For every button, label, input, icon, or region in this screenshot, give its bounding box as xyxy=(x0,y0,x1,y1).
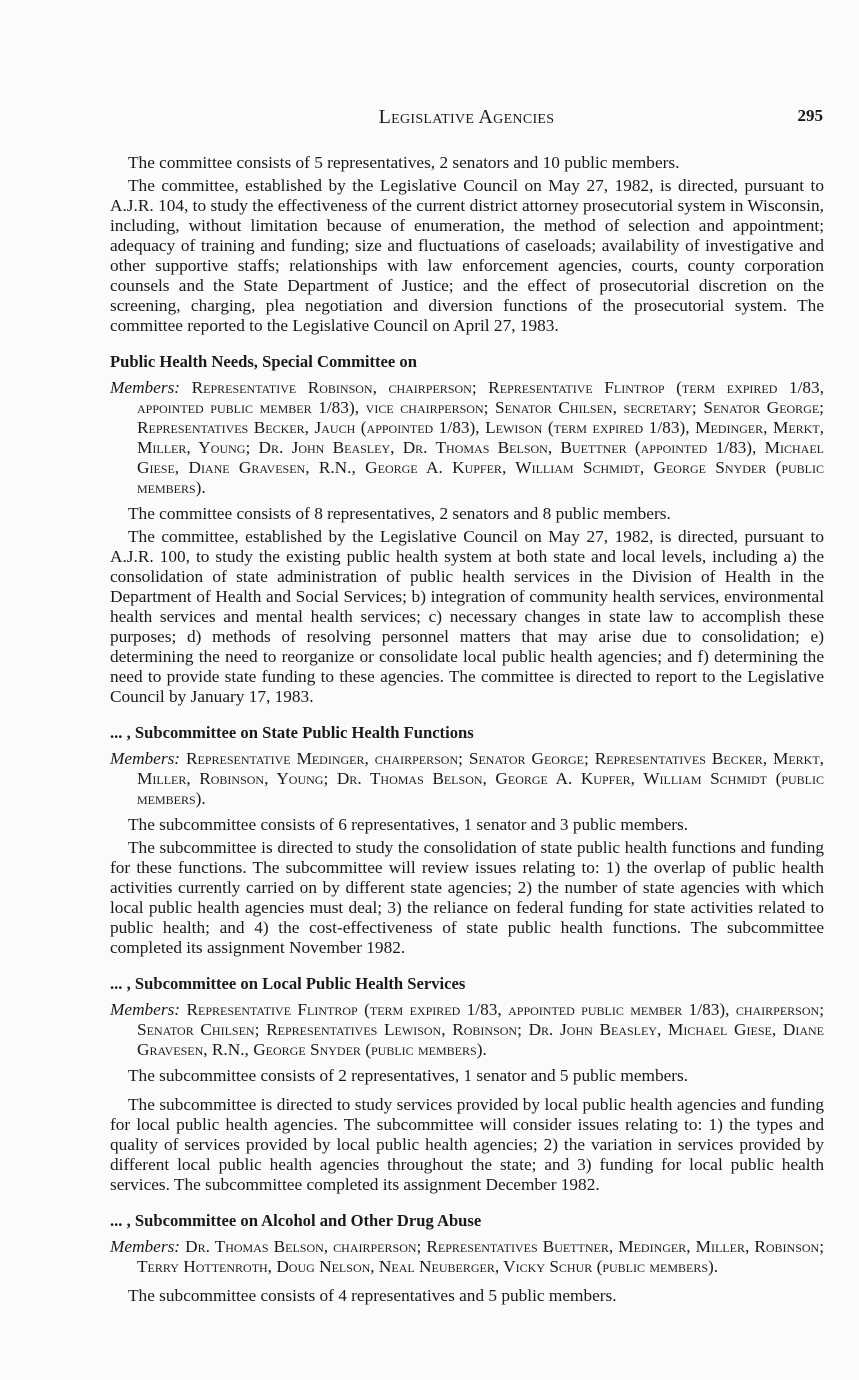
page-number: 295 xyxy=(797,106,823,125)
members-names: Representative Robinson, chairperson; Representative Flintrop (term expired 1/83, appointed public member 1/83), vice chairperson; Senator Chilsen, secretary; Senator George; Representatives Becker, Jauch (appointed 1/83), Lewison (term expired 1/83), Medinger, Merkt, Miller, Young; Dr. John Beasley, Dr. Thomas Belson, Buettner (appointed 1/83), Michael Giese, Diane Gravesen, R.N., George A. Kupfer, William Schmidt, George Snyder (public members). xyxy=(137,378,825,497)
composition: The subcommittee consists of 4 representatives and 5 public members. xyxy=(128,1286,617,1305)
members-list xyxy=(110,1000,824,1060)
composition: The subcommittee consists of 6 representatives, 1 senator and 3 public members. xyxy=(128,815,689,834)
running-header xyxy=(110,106,823,134)
description: The subcommittee is directed to study services provided by local public health agencies and funding for local public health agencies. The subcommittee will consider issues relating to: 1) the types and quality of services provided by local public health agencies; 2) the variation in services provided by different local public health agencies throughout the state; and 3) funding for local public health services. The subcommittee completed its assignment December 1982. xyxy=(110,1095,824,1194)
members-label: Members: xyxy=(110,378,181,397)
description: The committee, established by the Legislative Council on May 27, 1982, is directed, pursuant to A.J.R. 100, to study the existing public health system at both state and local levels, including a) the consolidation of state administration of public health services in the Division of Health in the Department of Health and Social Services; b) integration of community health services, environmental health services and mental health services; c) necessary changes in state law to accomplish these purposes; d) methods of resolving personnel matters that may arise due to consolidation; e) determining the need to reorganize or consolidate local public health agencies; and f) determining the need to provide state funding to these agencies. The committee is directed to report to the Legislative Council by January 17, 1983. xyxy=(110,527,824,706)
composition: The subcommittee consists of 2 representatives, 1 senator and 5 public members. xyxy=(128,1066,689,1085)
members-list xyxy=(110,749,824,809)
members-names: Representative Flintrop (term expired 1/83, appointed public member 1/83), chairperson; Senator Chilsen; Representatives Lewison, Robinson; Dr. John Beasley, Michael Giese, Diane Gravesen, R.N., George Snyder (public members). xyxy=(137,1000,824,1059)
members-label: Members: xyxy=(110,1000,181,1019)
section-heading: ... , Subcommittee on State Public Health Functions xyxy=(110,723,474,742)
members-list xyxy=(110,1237,824,1277)
section-heading: Public Health Needs, Special Committee on xyxy=(110,352,417,371)
page-body xyxy=(110,153,824,1306)
members-names: Dr. Thomas Belson, chairperson; Representatives Buettner, Medinger, Miller, Robinson; Terry Hottenroth, Doug Nelson, Neal Neuberger, Vicky Schur (public members). xyxy=(137,1237,824,1276)
members-list xyxy=(110,378,824,498)
intro-description: The committee, established by the Legislative Council on May 27, 1982, is directed, pursuant to A.J.R. 104, to study the effectiveness of the current district attorney prosecutorial system in Wisconsin, including, without limitation because of enumeration, the method of selection and appointment; adequacy of training and funding; size and fluctuations of caseloads; availability of investigative and other supportive staffs; relationships with law enforcement agencies, courts, county corporation counsels and the State Department of Justice; and the effect of prosecutorial discretion on the screening, charging, plea negotiation and diversion functions of the prosecutorial system. The committee reported to the Legislative Council on April 27, 1983. xyxy=(110,176,824,335)
description: The subcommittee is directed to study the consolidation of state public health functions and funding for these functions. The subcommittee will review issues relating to: 1) the overlap of public health activities currently carried on by different state agencies; 2) the number of state agencies with which local public health agencies must deal; 3) the reliance on federal funding for state activities related to public health; and 4) the cost-effectiveness of state public health functions. The subcommittee completed its assignment November 1982. xyxy=(110,838,824,957)
section-heading: ... , Subcommittee on Alcohol and Other Drug Abuse xyxy=(110,1211,482,1230)
section-heading: ... , Subcommittee on Local Public Health Services xyxy=(110,974,466,993)
running-title: Legislative Agencies xyxy=(378,106,555,128)
members-names: Representative Medinger, chairperson; Senator George; Representatives Becker, Merkt, Miller, Robinson, Young; Dr. Thomas Belson, George A. Kupfer, William Schmidt (public members). xyxy=(137,749,824,808)
composition: The committee consists of 8 representatives, 2 senators and 8 public members. xyxy=(128,504,671,523)
members-label: Members: xyxy=(110,749,181,768)
intro-composition: The committee consists of 5 representatives, 2 senators and 10 public members. xyxy=(128,153,680,172)
members-label: Members: xyxy=(110,1237,181,1256)
